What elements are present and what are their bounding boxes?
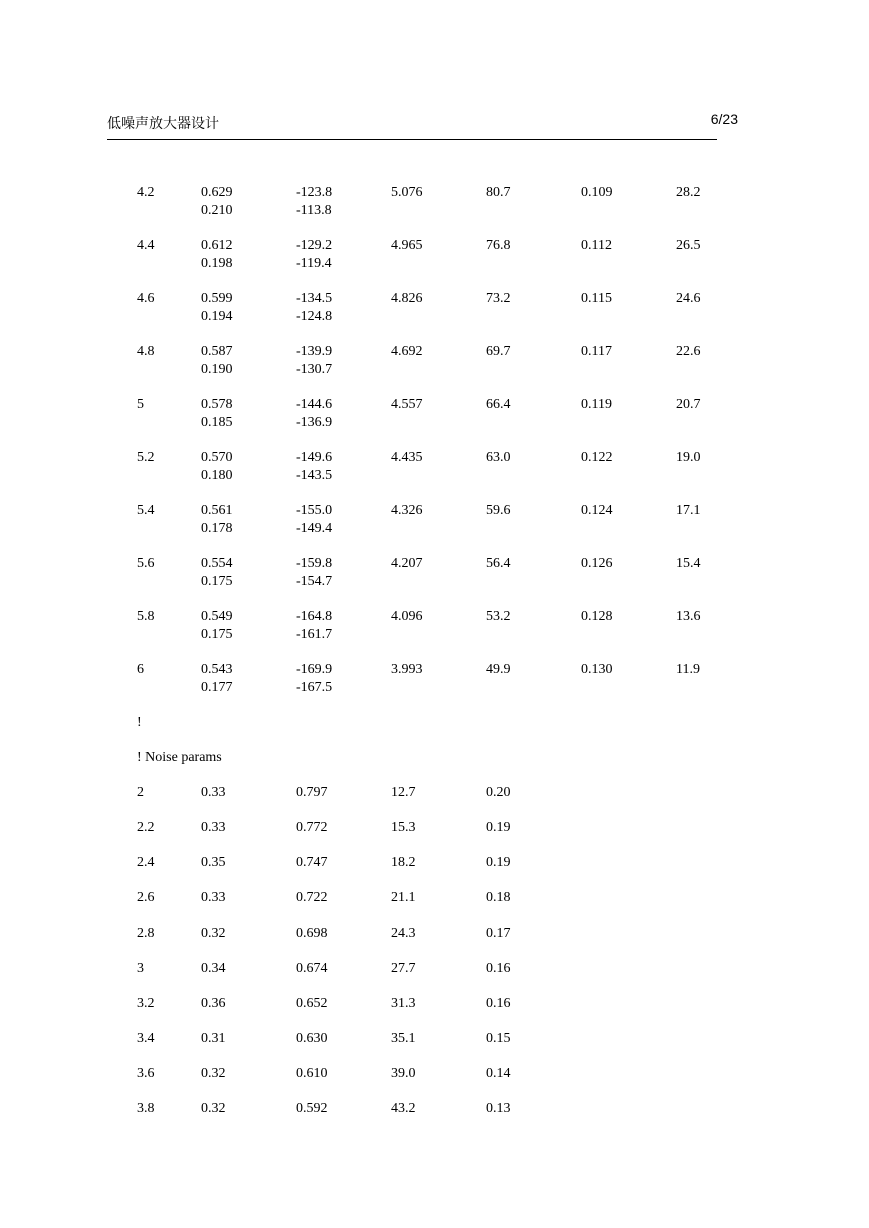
col1-cell-line-2: 0.198	[201, 255, 233, 271]
col2-cell-line-2: -136.9	[296, 414, 333, 430]
col5-cell: 0.130	[581, 662, 613, 677]
noise-row	[137, 925, 737, 943]
noise-row	[137, 1100, 737, 1118]
noise-col2-cell: 0.772	[296, 820, 328, 836]
col6-cell: 17.1	[676, 503, 701, 518]
noise-col4-cell: 0.19	[486, 820, 511, 836]
sparam-row	[137, 396, 737, 431]
noise-col3-cell: 27.7	[391, 960, 416, 976]
col3-cell: 4.826	[391, 291, 423, 306]
noise-col0-cell: 3.6	[137, 1065, 155, 1081]
noise-col0-cell: 3.2	[137, 995, 155, 1011]
col1-cell	[201, 555, 233, 590]
noise-col3-cell: 43.2	[391, 1101, 416, 1117]
col6-cell: 11.9	[676, 662, 700, 677]
noise-col2-cell: 0.652	[296, 995, 328, 1011]
col2-cell-line-1: -169.9	[296, 662, 333, 677]
col4-cell: 69.7	[486, 344, 511, 359]
col1-cell-line-2: 0.175	[201, 626, 233, 642]
col2-cell-line-2: -154.7	[296, 573, 333, 589]
noise-col0-cell: 2.6	[137, 890, 155, 906]
freq-cell: 6	[137, 662, 144, 677]
page-header	[107, 110, 738, 140]
col5-cell: 0.119	[581, 397, 612, 412]
noise-col1-cell: 0.32	[201, 1065, 226, 1081]
noise-row	[137, 995, 737, 1013]
col1-cell-line-1: 0.554	[201, 556, 233, 571]
noise-col1-cell: 0.35	[201, 855, 226, 871]
col4-cell: 53.2	[486, 609, 511, 624]
freq-cell: 4.4	[137, 238, 155, 253]
col2-cell	[296, 555, 332, 590]
document-title: 低噪声放大器设计	[107, 116, 219, 132]
col5-cell: 0.117	[581, 344, 612, 359]
noise-row	[137, 960, 737, 978]
col1-cell	[201, 449, 233, 484]
col1-cell	[201, 396, 233, 431]
col1-cell-line-2: 0.175	[201, 573, 233, 589]
col5-cell: 0.124	[581, 503, 613, 518]
noise-col2-cell: 0.630	[296, 1030, 328, 1046]
noise-col2-cell: 0.747	[296, 855, 328, 871]
noise-col1-cell: 0.36	[201, 995, 226, 1011]
noise-col2-cell: 0.610	[296, 1065, 328, 1081]
noise-row	[137, 889, 737, 907]
noise-col1-cell: 0.32	[201, 1101, 226, 1117]
noise-col3-cell: 31.3	[391, 995, 416, 1011]
sparam-row	[137, 502, 737, 537]
col6-cell: 15.4	[676, 556, 701, 571]
noise-col1-cell: 0.33	[201, 890, 226, 906]
noise-col0-cell: 2.4	[137, 855, 155, 871]
noise-table	[137, 784, 737, 1117]
col2-cell-line-1: -159.8	[296, 556, 333, 571]
noise-row	[137, 1030, 737, 1048]
noise-col3-cell: 12.7	[391, 785, 416, 801]
col2-cell-line-1: -123.8	[296, 185, 333, 200]
sparam-row	[137, 237, 737, 272]
col2-cell-line-2: -119.4	[296, 255, 332, 271]
col1-cell-line-1: 0.578	[201, 397, 233, 412]
noise-col3-cell: 39.0	[391, 1065, 416, 1081]
noise-col0-cell: 3	[137, 960, 144, 976]
noise-col4-cell: 0.13	[486, 1101, 511, 1117]
col1-cell-line-2: 0.190	[201, 361, 233, 377]
noise-col4-cell: 0.16	[486, 960, 511, 976]
col2-cell	[296, 661, 332, 696]
col6-cell: 19.0	[676, 450, 701, 465]
sparam-row	[137, 661, 737, 696]
col2-cell	[296, 502, 332, 537]
col1-cell-line-2: 0.210	[201, 202, 233, 218]
col1-cell-line-2: 0.180	[201, 467, 233, 483]
sparam-row	[137, 343, 737, 378]
noise-col3-cell: 21.1	[391, 890, 416, 906]
col1-cell	[201, 502, 233, 537]
col1-cell	[201, 184, 233, 219]
col1-cell-line-1: 0.599	[201, 291, 233, 306]
col3-cell: 4.326	[391, 503, 423, 518]
col4-cell: 63.0	[486, 450, 511, 465]
sparam-row	[137, 449, 737, 484]
noise-col0-cell: 2.8	[137, 925, 155, 941]
col2-cell-line-1: -139.9	[296, 344, 333, 359]
col3-cell: 5.076	[391, 185, 423, 200]
col2-cell-line-2: -130.7	[296, 361, 333, 377]
noise-col2-cell: 0.674	[296, 960, 328, 976]
col1-cell-line-1: 0.587	[201, 344, 233, 359]
noise-col4-cell: 0.20	[486, 785, 511, 801]
col2-cell-line-2: -149.4	[296, 520, 333, 536]
col6-cell: 13.6	[676, 609, 701, 624]
col2-cell-line-1: -149.6	[296, 450, 333, 465]
noise-col4-cell: 0.18	[486, 890, 511, 906]
col2-cell	[296, 184, 332, 219]
col1-cell-line-1: 0.543	[201, 662, 233, 677]
col2-cell-line-2: -143.5	[296, 467, 333, 483]
noise-col0-cell: 3.8	[137, 1101, 155, 1117]
col6-cell: 22.6	[676, 344, 701, 359]
sparam-row	[137, 555, 737, 590]
col4-cell: 59.6	[486, 503, 511, 518]
col3-cell: 4.557	[391, 397, 423, 412]
noise-col3-cell: 24.3	[391, 925, 416, 941]
noise-col1-cell: 0.33	[201, 820, 226, 836]
col3-cell: 4.207	[391, 556, 423, 571]
col1-cell-line-1: 0.612	[201, 238, 233, 253]
col4-cell: 66.4	[486, 397, 511, 412]
noise-col2-cell: 0.797	[296, 785, 328, 801]
freq-cell: 5.2	[137, 450, 155, 465]
col5-cell: 0.115	[581, 291, 612, 306]
col5-cell: 0.109	[581, 185, 613, 200]
col1-cell-line-2: 0.177	[201, 679, 233, 695]
col1-cell-line-1: 0.570	[201, 450, 233, 465]
col4-cell: 56.4	[486, 556, 511, 571]
col6-cell: 26.5	[676, 238, 701, 253]
col2-cell	[296, 343, 332, 378]
col1-cell-line-1: 0.549	[201, 609, 233, 624]
col2-cell-line-2: -161.7	[296, 626, 333, 642]
col4-cell: 76.8	[486, 238, 511, 253]
noise-col2-cell: 0.698	[296, 925, 328, 941]
col1-cell-line-2: 0.194	[201, 308, 233, 324]
col4-cell: 49.9	[486, 662, 511, 677]
noise-row	[137, 819, 737, 837]
col3-cell: 4.435	[391, 450, 423, 465]
col1-cell	[201, 661, 233, 696]
data-listing	[137, 184, 737, 1135]
noise-col1-cell: 0.32	[201, 925, 226, 941]
freq-cell: 5.6	[137, 556, 155, 571]
col3-cell: 4.096	[391, 609, 423, 624]
col2-cell	[296, 449, 332, 484]
col4-cell: 73.2	[486, 291, 511, 306]
col1-cell-line-2: 0.185	[201, 414, 233, 430]
noise-params-label: ! Noise params	[137, 750, 222, 766]
noise-col0-cell: 2	[137, 785, 144, 801]
col2-cell	[296, 290, 332, 325]
sparam-table	[137, 184, 737, 696]
col2-cell-line-1: -164.8	[296, 609, 333, 624]
col2-cell	[296, 608, 332, 643]
freq-cell: 5.8	[137, 609, 155, 624]
sparam-row	[137, 290, 737, 325]
col6-cell: 24.6	[676, 291, 701, 306]
noise-col4-cell: 0.17	[486, 925, 511, 941]
sparam-row	[137, 608, 737, 643]
noise-col4-cell: 0.19	[486, 855, 511, 871]
col2-cell-line-1: -134.5	[296, 291, 333, 306]
col2-cell-line-2: -124.8	[296, 308, 333, 324]
noise-row	[137, 1065, 737, 1083]
noise-col1-cell: 0.34	[201, 960, 226, 976]
noise-row	[137, 854, 737, 872]
col5-cell: 0.126	[581, 556, 613, 571]
col3-cell: 3.993	[391, 662, 423, 677]
col5-cell: 0.128	[581, 609, 613, 624]
noise-col3-cell: 35.1	[391, 1030, 416, 1046]
col1-cell	[201, 237, 233, 272]
freq-cell: 5	[137, 397, 144, 412]
comment-separator: !	[137, 715, 142, 730]
noise-col1-cell: 0.33	[201, 785, 226, 801]
noise-col2-cell: 0.592	[296, 1101, 328, 1117]
freq-cell: 4.8	[137, 344, 155, 359]
noise-col4-cell: 0.15	[486, 1030, 511, 1046]
noise-col3-cell: 15.3	[391, 820, 416, 836]
col2-cell	[296, 396, 332, 431]
freq-cell: 5.4	[137, 503, 155, 518]
col2-cell-line-1: -144.6	[296, 397, 333, 412]
noise-col0-cell: 2.2	[137, 820, 155, 836]
col1-cell	[201, 290, 233, 325]
page-number: 6/23	[710, 111, 738, 127]
col6-cell: 20.7	[676, 397, 701, 412]
col1-cell-line-2: 0.178	[201, 520, 233, 536]
noise-col3-cell: 18.2	[391, 855, 416, 871]
freq-cell: 4.2	[137, 185, 155, 200]
col1-cell-line-1: 0.561	[201, 503, 233, 518]
col2-cell-line-2: -167.5	[296, 679, 333, 695]
col2-cell-line-1: -155.0	[296, 503, 333, 518]
sparam-row	[137, 184, 737, 219]
noise-col4-cell: 0.14	[486, 1065, 511, 1081]
col1-cell	[201, 608, 233, 643]
col2-cell-line-2: -113.8	[296, 202, 332, 218]
col5-cell: 0.112	[581, 238, 612, 253]
col3-cell: 4.692	[391, 344, 423, 359]
noise-col4-cell: 0.16	[486, 995, 511, 1011]
col2-cell-line-1: -129.2	[296, 238, 333, 253]
noise-row	[137, 784, 737, 802]
col4-cell: 80.7	[486, 185, 511, 200]
col1-cell	[201, 343, 233, 378]
col5-cell: 0.122	[581, 450, 613, 465]
noise-col2-cell: 0.722	[296, 890, 328, 906]
noise-col1-cell: 0.31	[201, 1030, 226, 1046]
col6-cell: 28.2	[676, 185, 701, 200]
freq-cell: 4.6	[137, 291, 155, 306]
col2-cell	[296, 237, 332, 272]
col1-cell-line-1: 0.629	[201, 185, 233, 200]
noise-col0-cell: 3.4	[137, 1030, 155, 1046]
col3-cell: 4.965	[391, 238, 423, 253]
